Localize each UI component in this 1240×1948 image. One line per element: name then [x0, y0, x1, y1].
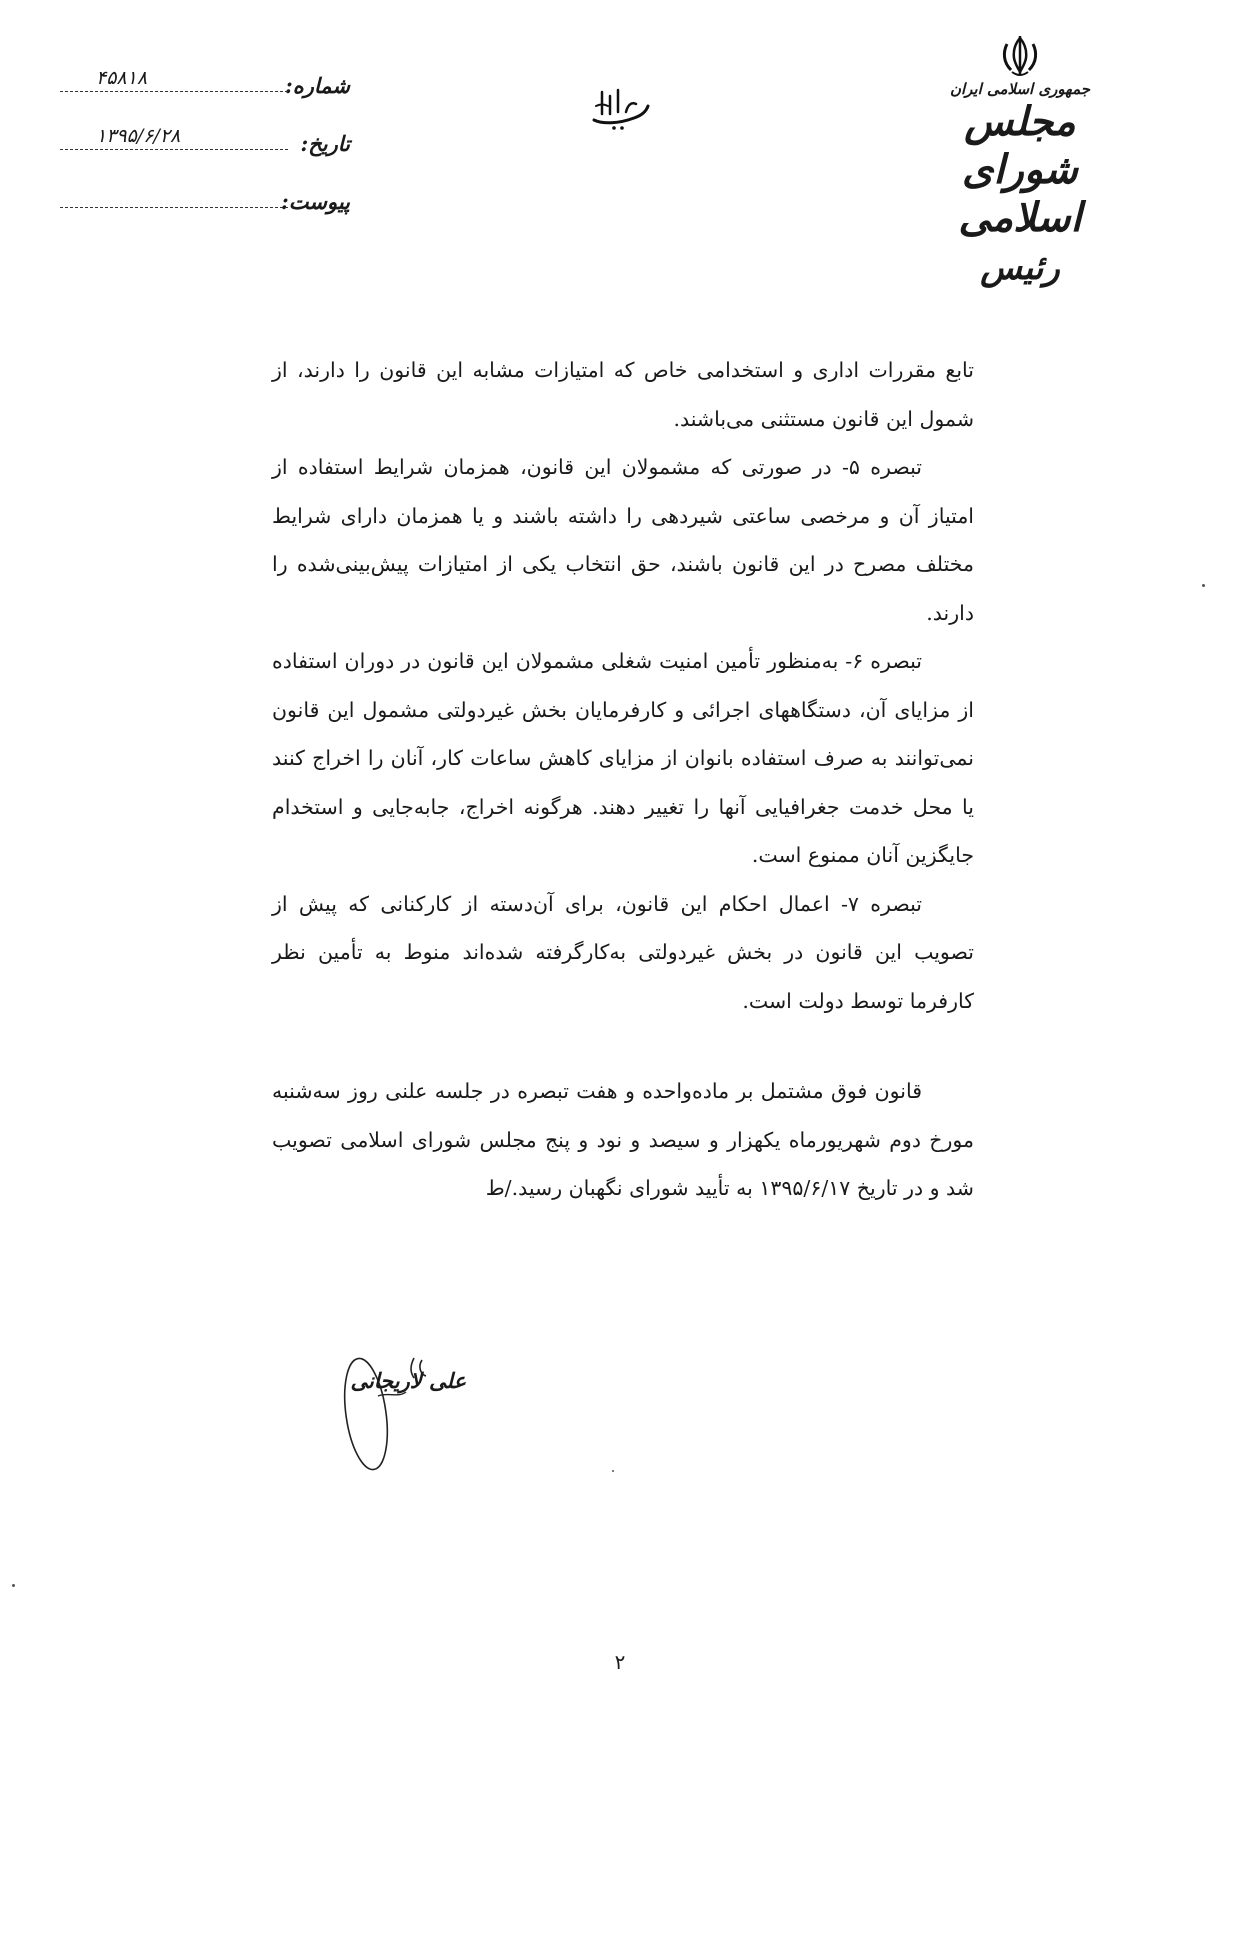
number-value: ۴۵۸۱۸: [96, 67, 148, 89]
signer-name: علی لاریجانی: [350, 1368, 466, 1393]
closing-paragraph: قانون فوق مشتمل بر ماده‌واحده و هفت تبصره در جلسه علنی روز سه‌شنبه مورخ دوم شهریورماه یکهزار و سیصد و نود و پنج مجلس شورای اسلامی تصویب شد و در تاریخ ۱۳۹۵/۶/۱۷ به تأیید شورای نگهبان رسید./ط: [272, 1079, 974, 1200]
number-label: شماره:: [284, 73, 350, 98]
letterhead: [920, 32, 1120, 288]
letter-meta: [60, 40, 350, 214]
date-line: [60, 121, 288, 150]
attachment-line: [60, 179, 288, 208]
attachment-row: [60, 156, 350, 214]
number-row: [60, 40, 350, 98]
document-body: [272, 346, 974, 1213]
page-number: ۲: [614, 1650, 626, 1674]
president-title: رئیس: [980, 248, 1060, 288]
date-label: تاریخ:: [300, 131, 350, 156]
paragraph-1: تابع مقررات اداری و استخدامی خاص که امتیازات مشابه این قانون را دارند، از شمول این قانون مستثنی می‌باشند.: [272, 358, 974, 431]
scan-speck: [612, 1470, 614, 1472]
number-line: [60, 63, 288, 92]
assembly-name: مجلس شورای اسلامی: [958, 98, 1082, 241]
scan-speck: [1202, 584, 1205, 587]
republic-name: جمهوری اسلامی ایران: [949, 80, 1091, 98]
attachment-label: پیوست:: [281, 189, 350, 214]
scan-speck: [12, 1584, 15, 1587]
note-7-paragraph: تبصره ۷- اعمال احکام این قانون، برای آن‌دسته از کارکنانی که پیش از تصویب این قانون در بخش غیردولتی به‌کارگرفته شده‌اند منوط به تأمین نظر کارفرما توسط دولت است.: [272, 891, 974, 1013]
note-5-paragraph: تبصره ۵- در صورتی که مشمولان این قانون، همزمان شرایط استفاده از امتیاز آن و مرخصی ساعتی شیردهی را داشته باشند و یا همزمان دارای شرایط مختلف مصرح در این قانون باشند، حق انتخاب یکی از امتیازات پیش‌بینی‌شده را دارند.: [272, 455, 974, 625]
date-row: [60, 98, 350, 156]
note-6-paragraph: تبصره ۶- به‌منظور تأمین امنیت شغلی مشمولان این قانون در دوران استفاده از مزایای آن، دستگاههای اجرائی و کارفرمایان بخش غیردولتی مشمول این قانون نمی‌توانند به صرف استفاده بانوان از مزایای کاهش ساعات کار، آنان را اخراج کنند یا محل خدمت جغرافیایی آنها را تغییر دهند. هرگونه اخراج، جابه‌جایی و استخدام جایگزین آنان ممنوع است.: [272, 649, 974, 867]
bismillah-calligraphy-icon: [588, 84, 652, 132]
date-value: ۱۳۹۵/۶/۲۸: [96, 125, 181, 147]
iran-emblem-icon: [997, 32, 1043, 78]
